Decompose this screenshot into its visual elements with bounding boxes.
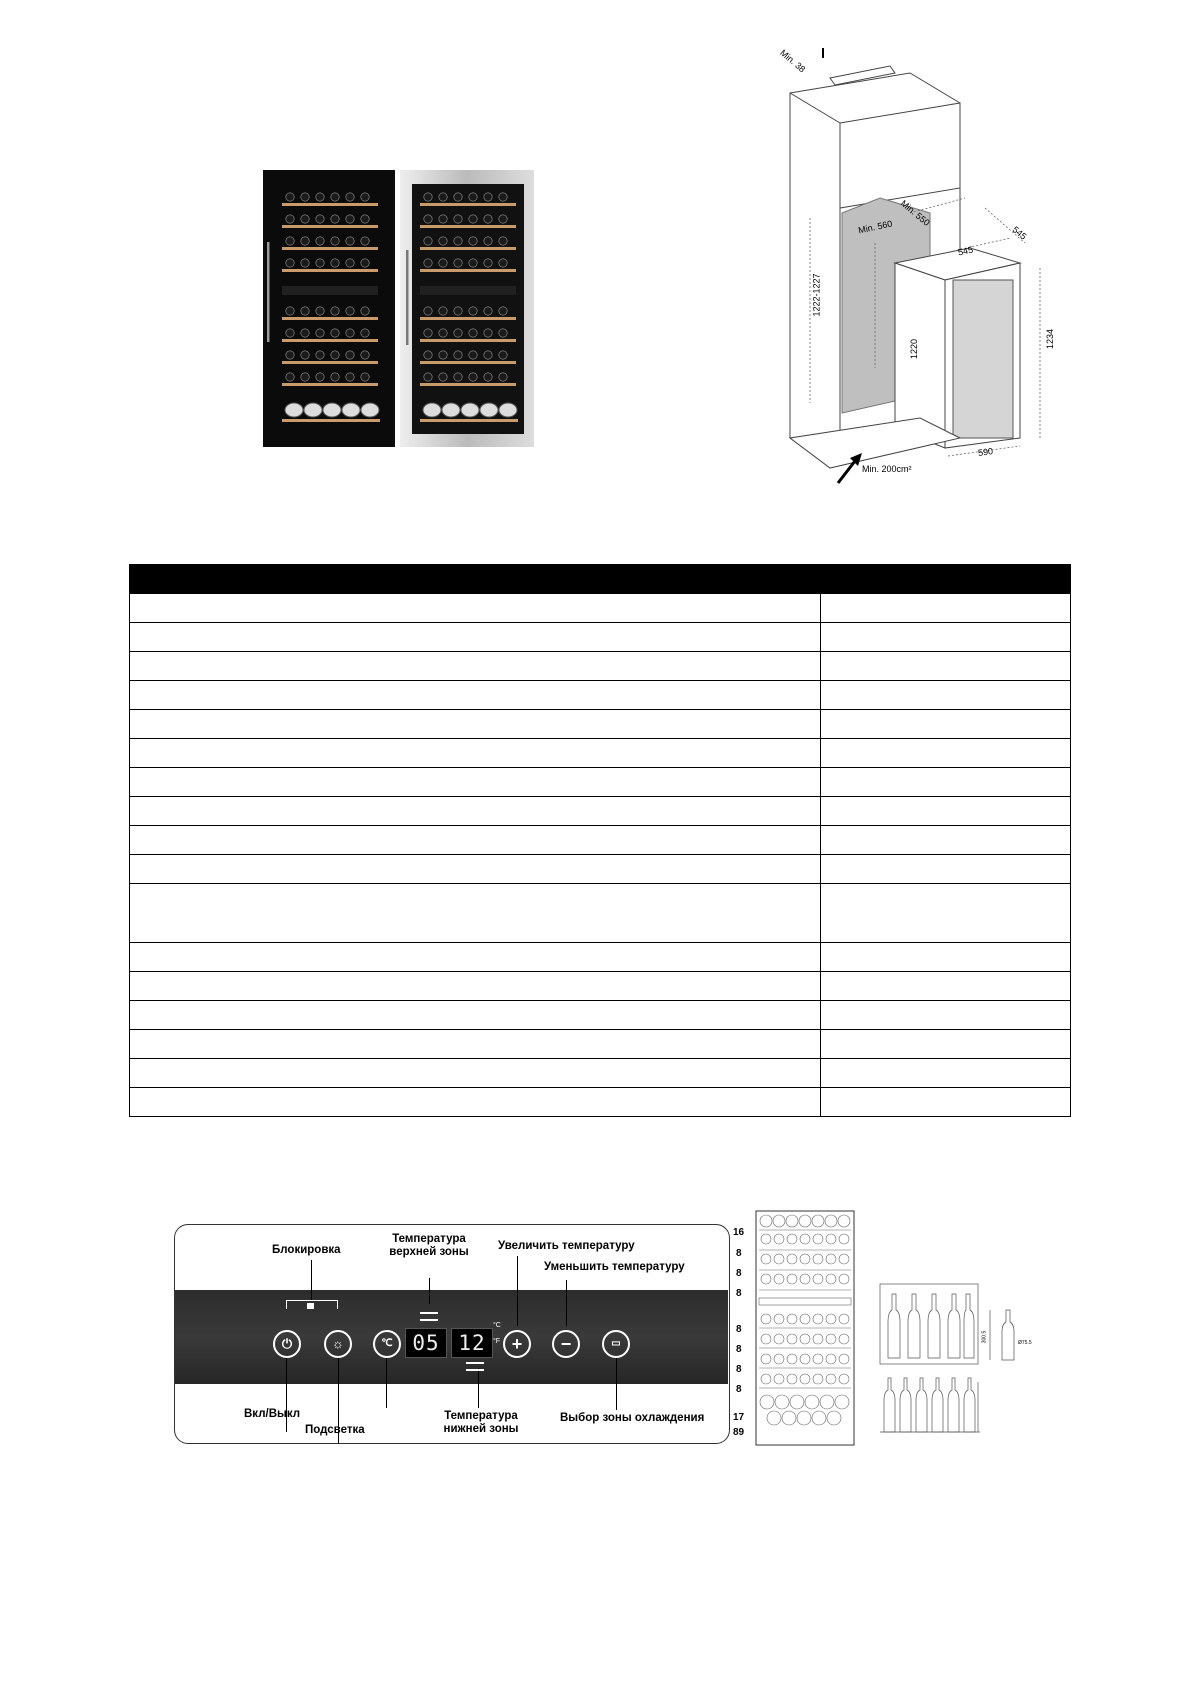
count-4: 8 [736,1288,742,1299]
dim-min-width: Min. 560 [857,218,894,236]
count-3: 8 [736,1268,742,1279]
upper-temp-display: 05 [405,1328,447,1358]
dim-door-height: 1234 [1045,328,1056,350]
spec-table [129,593,1071,1117]
label-power: Вкл/Выкл [244,1408,301,1420]
wine-cooler-photo [260,170,540,450]
table-row [130,652,1071,681]
count-total: 89 [733,1427,745,1438]
dim-niche-height: 1222-1227 [811,273,822,317]
leader-decrease [566,1280,567,1326]
label-upper-temp: Температура верхней зоны [389,1233,469,1258]
table-row [130,1030,1071,1059]
lower-temp-display: 12 [451,1328,493,1358]
label-lower-temp: Температура нижней зоны [443,1410,519,1435]
leader-increase [517,1256,518,1326]
count-6: 8 [736,1344,742,1355]
table-row [130,826,1071,855]
leader-upper [429,1278,430,1304]
bottle-layout-drawing [755,1210,855,1446]
zone-select-button[interactable]: ▭ [602,1330,630,1358]
label-decrease: Уменьшить температуру [544,1261,685,1273]
dim-width: 590 [977,446,994,458]
leader-zone [616,1356,617,1410]
count-1: 16 [733,1227,745,1238]
installation-drawing [770,48,1090,488]
lower-zone-icon [466,1362,484,1371]
label-increase: Увеличить температуру [498,1240,635,1252]
alarm-button[interactable]: ℃ [373,1330,401,1358]
table-row [130,710,1071,739]
table-row [130,797,1071,826]
unit-c: °C [493,1322,501,1329]
table-row [130,855,1071,884]
dim-vent: Min. 200cm² [862,464,912,474]
leader-power [286,1356,287,1432]
lock-icon [307,1303,314,1309]
dim-min-depth: Min. 550 [898,198,932,228]
label-lock: Блокировка [272,1244,341,1256]
leader-lock [311,1260,312,1300]
count-8: 8 [736,1384,742,1395]
upper-zone-icon [420,1312,438,1321]
power-button[interactable]: ⏻ [273,1330,301,1358]
spec-table-header [129,564,1071,593]
table-row [130,1059,1071,1088]
table-row [130,768,1071,797]
decrease-button[interactable]: − [552,1330,580,1358]
increase-button[interactable]: + [503,1330,531,1358]
light-button[interactable]: ☼ [324,1330,352,1358]
table-row [130,884,1071,943]
leader-alarm [386,1356,387,1408]
leader-lower [478,1368,479,1408]
dim-depth-top: 545 [957,244,974,258]
table-row [130,1088,1071,1117]
table-row [130,1001,1071,1030]
count-5: 8 [736,1324,742,1335]
bottle-height-label: 300.5 [981,1330,988,1344]
dim-depth-side: 545 [1010,224,1029,242]
bottle-stack-drawing [878,1282,1028,1442]
table-row [130,972,1071,1001]
table-row [130,739,1071,768]
count-9: 17 [733,1412,745,1423]
table-row [130,623,1071,652]
count-2: 8 [736,1248,742,1259]
dim-min-top: Min. 38 [778,47,808,75]
table-row [130,594,1071,623]
label-light: Подсветка [305,1424,365,1436]
table-row [130,943,1071,972]
count-7: 8 [736,1364,742,1375]
bottle-diameter-label: Ø75.5 [1018,1340,1032,1346]
label-zone-select: Выбор зоны охлаждения [560,1412,705,1424]
dim-unit-height: 1220 [909,338,920,360]
unit-f: °F [493,1338,501,1345]
table-row [130,681,1071,710]
